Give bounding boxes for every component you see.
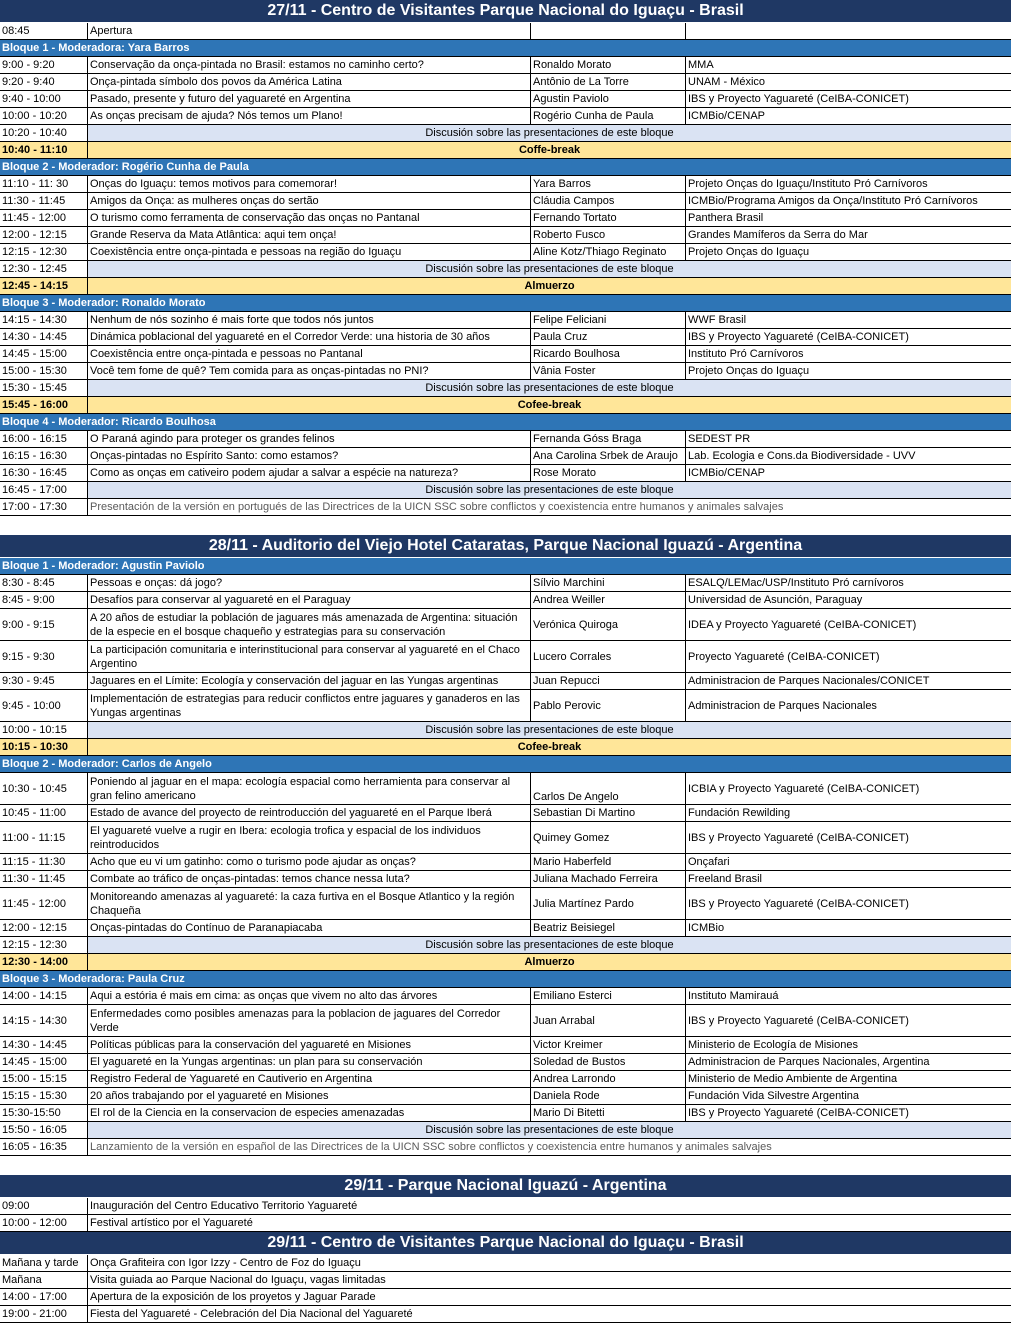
institution-cell: SEDEST PR — [688, 433, 751, 445]
talk-title-cell: Grande Reserva da Mata Atlântica: aqui tem onça! — [88, 227, 531, 243]
talk-title-cell: La participación comunitaria e interinstitucional para conservar al yaguareté en el Chaco Argentino — [88, 641, 531, 672]
table-row — [0, 854, 1011, 871]
institution-cell: IBS y Proyecto Yaguareté (CeIBA-CONICET) — [688, 93, 909, 105]
speaker-cell: Ronaldo Morato — [531, 57, 686, 73]
institution-cell: ESALQ/LEMac/USP/Instituto Pró carnívoros — [688, 577, 904, 589]
time-cell: 10:00 - 12:00 — [0, 1215, 88, 1231]
speaker-cell: Andrea Larrondo — [531, 1071, 686, 1087]
table-row — [0, 1054, 1011, 1071]
talk-title-cell: Pasado, presente y futuro del yaguareté en Argentina — [88, 91, 531, 107]
break-row-text: Coffe-break — [518, 144, 581, 156]
closing-row-text: Lanzamiento de la versión en español de las Directrices de la UICN SSC sobre conflictos y coexistencia entre humanos y animales salvajes — [90, 1141, 772, 1153]
talk-title-cell: O Paraná agindo para proteger os grandes felinos — [88, 431, 531, 447]
talk-title-cell: Amigos da Onça: as mulheres onças do sertão — [88, 193, 531, 209]
table-row — [0, 1255, 1011, 1272]
time-cell: 16:30 - 16:45 — [0, 465, 88, 481]
speaker-cell: Rose Morato — [531, 465, 686, 481]
time-cell: 14:15 - 14:30 — [0, 1005, 88, 1036]
talk-title-cell: Pessoas e onças: dá jogo? — [88, 575, 531, 591]
time-cell: 16:45 - 17:00 — [0, 482, 88, 498]
institution-cell: Proyecto Yaguareté (CeIBA-CONICET) — [688, 650, 880, 663]
table-row — [0, 1289, 1011, 1306]
table-row — [0, 431, 1011, 448]
speaker-cell: Paula Cruz — [531, 329, 686, 345]
block-header-label: Bloque 2 - Moderador: Carlos de Angelo — [2, 758, 212, 770]
block-header — [0, 414, 1011, 431]
talk-title-cell: Onças-pintadas no Espírito Santo: como estamos? — [88, 448, 531, 464]
day-title: 27/11 - Centro de Visitantes Parque Nacional do Iguaçu - Brasil — [0, 0, 1011, 23]
table-row — [0, 193, 1011, 210]
time-cell: 10:00 - 10:20 — [0, 108, 88, 124]
time-cell: 14:15 - 14:30 — [0, 312, 88, 328]
institution-cell: UNAM - México — [688, 76, 766, 88]
discussion-row — [0, 722, 1011, 739]
talk-title-cell: Acho que eu vi um gatinho: como o turismo pode ajudar as onças? — [88, 854, 531, 870]
time-cell: 16:05 - 16:35 — [0, 1139, 88, 1155]
closing-row-text: Presentación de la versión en portugués de las Directrices de la UICN SSC sobre conflictos y coexistencia entre humanos y animales salvajes — [90, 501, 784, 513]
block-header — [0, 756, 1011, 773]
time-cell: 15:00 - 15:15 — [0, 1071, 88, 1087]
time-cell: Mañana y tarde — [0, 1255, 88, 1271]
time-cell: 14:30 - 14:45 — [0, 329, 88, 345]
institution-cell: Onçafari — [688, 856, 730, 868]
talk-title-cell: Onças do Iguaçu: temos motivos para comemorar! — [88, 176, 531, 192]
talk-title-cell: Coexistência entre onça-pintada e pessoas no Pantanal — [88, 346, 531, 362]
time-cell: 15:45 - 16:00 — [0, 397, 88, 413]
table-row — [0, 448, 1011, 465]
institution-cell: ICMBio/Programa Amigos da Onça/Instituto Pró Carnívoros — [688, 195, 978, 207]
talk-title-cell: Dinámica poblacional del yaguareté en el Corredor Verde: una historia de 30 años — [88, 329, 531, 345]
talk-title-cell: Estado de avance del proyecto de reintroducción del yaguareté en el Parque Iberá — [88, 805, 531, 821]
speaker-cell: Victor Kreimer — [531, 1037, 686, 1053]
block-header-label: Bloque 2 - Moderador: Rogério Cunha de Paula — [2, 161, 249, 173]
institution-cell: Administracion de Parques Nacionales, Argentina — [688, 1056, 930, 1068]
day-title: 28/11 - Auditorio del Viejo Hotel Cataratas, Parque Nacional Iguazú - Argentina — [0, 535, 1011, 558]
talk-title-cell: As onças precisam de ajuda? Nós temos um Plano! — [88, 108, 531, 124]
time-cell: 12:00 - 12:15 — [0, 227, 88, 243]
institution-cell: Ministerio de Ecología de Misiones — [688, 1039, 858, 1051]
speaker-cell: Sílvio Marchini — [531, 575, 686, 591]
institution-cell: WWF Brasil — [688, 314, 747, 326]
table-row — [0, 1105, 1011, 1122]
table-row — [0, 1088, 1011, 1105]
table-row — [0, 363, 1011, 380]
block-header — [0, 40, 1011, 57]
speaker-cell: Quimey Gomez — [531, 822, 686, 853]
speaker-cell: Andrea Weiller — [531, 592, 686, 608]
time-cell: 10:00 - 10:15 — [0, 722, 88, 738]
break-row — [0, 954, 1011, 971]
institution-cell: Fundación Vida Silvestre Argentina — [688, 1090, 860, 1102]
talk-title-cell: El yaguareté en la Yungas argentinas: un plan para su conservación — [88, 1054, 531, 1070]
institution-cell: IBS y Proyecto Yaguareté (CeIBA-CONICET) — [688, 831, 909, 844]
time-cell: 12:30 - 14:00 — [0, 954, 88, 970]
discussion-row — [0, 482, 1011, 499]
block-header — [0, 558, 1011, 575]
time-cell: 11:15 - 11:30 — [0, 854, 88, 870]
talk-title-cell: Nenhum de nós sozinho é mais forte que todos nós juntos — [88, 312, 531, 328]
speaker-cell: Agustin Paviolo — [531, 91, 686, 107]
discussion-row-text: Discusión sobre las presentaciones de este bloque — [88, 937, 1011, 953]
speaker-cell: Lucero Corrales — [531, 641, 686, 672]
speaker-cell: Juliana Machado Ferreira — [531, 871, 686, 887]
break-row-text: Almuerzo — [524, 280, 575, 292]
talk-title-cell: Apertura — [88, 23, 531, 39]
discussion-row-text: Discusión sobre las presentaciones de este bloque — [88, 722, 1011, 738]
time-cell: 15:00 - 15:30 — [0, 363, 88, 379]
talk-title-cell: Onça-pintada símbolo dos povos da América Latina — [88, 74, 531, 90]
institution-cell: ICMBio — [688, 922, 725, 934]
speaker-cell: Ana Carolina Srbek de Araujo — [531, 448, 686, 464]
time-cell: 15:15 - 15:30 — [0, 1088, 88, 1104]
speaker-cell — [531, 23, 686, 39]
closing-row — [0, 499, 1011, 516]
time-cell: 10:20 - 10:40 — [0, 125, 88, 141]
table-row-text: Visita guiada ao Parque Nacional do Iguaçu, vagas limitadas — [90, 1274, 386, 1286]
table-row-text: Festival artístico por el Yaguareté — [90, 1217, 253, 1229]
table-row — [0, 988, 1011, 1005]
institution-cell: Administracion de Parques Nacionales — [688, 699, 877, 712]
speaker-cell: Carlos De Angelo — [531, 773, 686, 804]
talk-title-cell: Poniendo al jaguar en el mapa: ecología espacial como herramienta para conservar al gran felino americano — [88, 773, 531, 804]
speaker-cell: Roberto Fusco — [531, 227, 686, 243]
table-row — [0, 888, 1011, 920]
table-row-text: Apertura de la exposición de los proyetos y Jaguar Parade — [90, 1291, 376, 1303]
table-row — [0, 210, 1011, 227]
discussion-row — [0, 937, 1011, 954]
table-row — [0, 91, 1011, 108]
table-row — [0, 1005, 1011, 1037]
time-cell: 14:30 - 14:45 — [0, 1037, 88, 1053]
institution-cell: MMA — [688, 59, 714, 71]
time-cell: 9:30 - 9:45 — [0, 673, 88, 689]
institution-cell: ICBIA y Proyecto Yaguareté (CeIBA-CONICET) — [688, 782, 920, 795]
institution-cell: ICMBio/CENAP — [688, 467, 766, 479]
institution-cell: IBS y Proyecto Yaguareté (CeIBA-CONICET) — [688, 897, 909, 910]
speaker-cell: Julia Martínez Pardo — [531, 888, 686, 919]
time-cell: 14:00 - 14:15 — [0, 988, 88, 1004]
institution-cell: IBS y Proyecto Yaguareté (CeIBA-CONICET) — [688, 1014, 909, 1027]
spacer — [0, 516, 1011, 535]
day-title: 29/11 - Parque Nacional Iguazú - Argentina — [0, 1175, 1011, 1198]
table-row — [0, 609, 1011, 641]
talk-title-cell: Políticas públicas para la conservación del yaguareté en Misiones — [88, 1037, 531, 1053]
discussion-row — [0, 261, 1011, 278]
block-header-label: Bloque 3 - Moderadora: Paula Cruz — [2, 973, 185, 985]
talk-title-cell: Desafíos para conservar al yaguareté en el Paraguay — [88, 592, 531, 608]
institution-cell: Grandes Mamíferos da Serra do Mar — [688, 229, 868, 241]
block-header-label: Bloque 1 - Moderador: Agustin Paviolo — [2, 560, 205, 572]
time-cell: 11:30 - 11:45 — [0, 193, 88, 209]
speaker-cell: Aline Kotz/Thiago Reginato — [531, 244, 686, 260]
discussion-row-text: Discusión sobre las presentaciones de este bloque — [88, 482, 1011, 498]
time-cell: 19:00 - 21:00 — [0, 1306, 88, 1322]
institution-cell: Panthera Brasil — [688, 212, 764, 224]
break-row-text: Almuerzo — [524, 956, 575, 968]
talk-title-cell: Aqui a estória é mais em cima: as onças que vivem no alto das árvores — [88, 988, 531, 1004]
table-row — [0, 805, 1011, 822]
table-row — [0, 773, 1011, 805]
block-header-label: Bloque 3 - Moderador: Ronaldo Morato — [2, 297, 206, 309]
break-row — [0, 142, 1011, 159]
institution-cell: ICMBio/CENAP — [688, 110, 766, 122]
talk-title-cell: Como as onças em cativeiro podem ajudar a salvar a espécie na natureza? — [88, 465, 531, 481]
time-cell: 14:45 - 15:00 — [0, 346, 88, 362]
time-cell: 11:45 - 12:00 — [0, 210, 88, 226]
table-row — [0, 23, 1011, 40]
time-cell: Mañana — [0, 1272, 88, 1288]
table-row — [0, 465, 1011, 482]
time-cell: 9:40 - 10:00 — [0, 91, 88, 107]
speaker-cell: Cláudia Campos — [531, 193, 686, 209]
table-row — [0, 592, 1011, 609]
discussion-row-text: Discusión sobre las presentaciones de este bloque — [88, 1122, 1011, 1138]
table-row — [0, 108, 1011, 125]
speaker-cell: Sebastian Di Martino — [531, 805, 686, 821]
speaker-cell: Juan Repucci — [531, 673, 686, 689]
talk-title-cell: O turismo como ferramenta de conservação das onças no Pantanal — [88, 210, 531, 226]
block-header — [0, 159, 1011, 176]
institution-cell: IBS y Proyecto Yaguareté (CeIBA-CONICET) — [688, 331, 909, 343]
time-cell: 10:15 - 10:30 — [0, 739, 88, 755]
break-row — [0, 739, 1011, 756]
table-row — [0, 227, 1011, 244]
speaker-cell: Soledad de Bustos — [531, 1054, 686, 1070]
institution-cell: Instituto Mamirauá — [688, 990, 779, 1002]
speaker-cell: Rogério Cunha de Paula — [531, 108, 686, 124]
speaker-cell: Verónica Quiroga — [531, 609, 686, 640]
institution-cell: Universidad de Asunción, Paraguay — [688, 594, 863, 606]
discussion-row-text: Discusión sobre las presentaciones de este bloque — [88, 261, 1011, 277]
discussion-row — [0, 380, 1011, 397]
day-title: 29/11 - Centro de Visitantes Parque Nacional do Iguaçu - Brasil — [0, 1232, 1011, 1255]
discussion-row-text: Discusión sobre las presentaciones de este bloque — [88, 125, 1011, 141]
break-row — [0, 397, 1011, 414]
speaker-cell: Yara Barros — [531, 176, 686, 192]
spacer — [0, 1156, 1011, 1175]
talk-title-cell: Onças-pintadas do Contínuo de Paranapiacaba — [88, 920, 531, 936]
speaker-cell: Fernando Tortato — [531, 210, 686, 226]
institution-cell: IBS y Proyecto Yaguareté (CeIBA-CONICET) — [688, 1107, 909, 1119]
institution-cell: Projeto Onças do Iguaçu/Instituto Pró Carnívoros — [688, 178, 928, 190]
time-cell: 10:45 - 11:00 — [0, 805, 88, 821]
time-cell: 17:00 - 17:30 — [0, 499, 88, 515]
time-cell: 12:15 - 12:30 — [0, 244, 88, 260]
time-cell: 12:30 - 12:45 — [0, 261, 88, 277]
time-cell: 11:45 - 12:00 — [0, 888, 88, 919]
talk-title-cell: El yaguareté vuelve a rugir en Ibera: ecologia trofica y espacial de los individuos reintroducidos — [88, 822, 531, 853]
time-cell: 10:30 - 10:45 — [0, 773, 88, 804]
speaker-cell: Vânia Foster — [531, 363, 686, 379]
time-cell: 8:45 - 9:00 — [0, 592, 88, 608]
table-row — [0, 329, 1011, 346]
block-header — [0, 295, 1011, 312]
institution-cell: Ministerio de Medio Ambiente de Argentina — [688, 1073, 898, 1085]
speaker-cell: Ricardo Boulhosa — [531, 346, 686, 362]
institution-cell: Projeto Onças do Iguaçu — [688, 246, 810, 258]
talk-title-cell: Coexistência entre onça-pintada e pessoas na região do Iguaçu — [88, 244, 531, 260]
institution-cell: Projeto Onças do Iguaçu — [688, 365, 810, 377]
block-header-label: Bloque 1 - Moderadora: Yara Barros — [2, 42, 190, 54]
table-row — [0, 1306, 1011, 1323]
talk-title-cell: Monitoreando amenazas al yaguareté: la caza furtiva en el Bosque Atlantico y la región Chaqueña — [88, 888, 531, 919]
time-cell: 16:00 - 16:15 — [0, 431, 88, 447]
speaker-cell: Pablo Perovic — [531, 690, 686, 721]
time-cell: 9:00 - 9:20 — [0, 57, 88, 73]
table-row — [0, 244, 1011, 261]
table-row — [0, 575, 1011, 592]
talk-title-cell: Conservação da onça-pintada no Brasil: estamos no caminho certo? — [88, 57, 531, 73]
table-row-text: Onça Grafiteira con Igor Izzy - Centro de Foz do Iguaçu — [90, 1257, 361, 1269]
break-row-text: Cofee-break — [517, 399, 582, 411]
time-cell: 12:00 - 12:15 — [0, 920, 88, 936]
table-row — [0, 690, 1011, 722]
time-cell: 14:00 - 17:00 — [0, 1289, 88, 1305]
institution-cell: IDEA y Proyecto Yaguareté (CeIBA-CONICET) — [688, 618, 917, 631]
talk-title-cell: Implementación de estrategias para reducir conflictos entre jaguares y ganaderos en las Yungas argentinas — [88, 690, 531, 721]
table-row — [0, 57, 1011, 74]
speaker-cell: Mario Haberfeld — [531, 854, 686, 870]
time-cell: 15:30-15:50 — [0, 1105, 88, 1121]
time-cell: 15:50 - 16:05 — [0, 1122, 88, 1138]
table-row — [0, 822, 1011, 854]
time-cell: 08:45 — [0, 23, 88, 39]
time-cell: 8:30 - 8:45 — [0, 575, 88, 591]
speaker-cell: Daniela Rode — [531, 1088, 686, 1104]
break-row-text: Cofee-break — [517, 741, 582, 753]
time-cell: 14:45 - 15:00 — [0, 1054, 88, 1070]
table-row — [0, 346, 1011, 363]
time-cell: 15:30 - 15:45 — [0, 380, 88, 396]
table-row — [0, 1272, 1011, 1289]
institution-cell — [686, 23, 1011, 39]
table-row — [0, 312, 1011, 329]
time-cell: 12:15 - 12:30 — [0, 937, 88, 953]
discussion-row — [0, 125, 1011, 142]
table-row — [0, 871, 1011, 888]
speaker-cell: Fernanda Góss Braga — [531, 431, 686, 447]
talk-title-cell: Jaguares en el Límite: Ecología y conservación del jaguar en las Yungas argentinas — [88, 673, 531, 689]
talk-title-cell: Combate ao tráfico de onças-pintadas: temos chance nessa luta? — [88, 871, 531, 887]
institution-cell: Administracion de Parques Nacionales/CONICET — [688, 675, 930, 687]
table-row-text: Fiesta del Yaguareté - Celebración del Dia Nacional del Yaguareté — [90, 1308, 413, 1320]
discussion-row-text: Discusión sobre las presentaciones de este bloque — [88, 380, 1011, 396]
institution-cell: Freeland Brasil — [688, 873, 762, 885]
time-cell: 9:00 - 9:15 — [0, 609, 88, 640]
speaker-cell: Juan Arrabal — [531, 1005, 686, 1036]
table-row — [0, 1071, 1011, 1088]
table-row — [0, 1215, 1011, 1232]
table-row — [0, 920, 1011, 937]
speaker-cell: Beatriz Beisiegel — [531, 920, 686, 936]
institution-cell: Instituto Pró Carnívoros — [688, 348, 804, 360]
table-row — [0, 641, 1011, 673]
time-cell: 9:20 - 9:40 — [0, 74, 88, 90]
time-cell: 10:40 - 11:10 — [0, 142, 88, 158]
block-header — [0, 971, 1011, 988]
discussion-row — [0, 1122, 1011, 1139]
closing-row — [0, 1139, 1011, 1156]
table-row — [0, 1037, 1011, 1054]
time-cell: 09:00 — [0, 1198, 88, 1214]
table-row — [0, 74, 1011, 91]
time-cell: 12:45 - 14:15 — [0, 278, 88, 294]
talk-title-cell: Registro Federal de Yaguareté en Cautiverio en Argentina — [88, 1071, 531, 1087]
speaker-cell: Mario Di Bitetti — [531, 1105, 686, 1121]
talk-title-cell: Enfermedades como posibles amenazas para la poblacion de jaguares del Corredor Verde — [88, 1005, 531, 1036]
talk-title-cell: Você tem fome de quê? Tem comida para as onças-pintadas no PNI? — [88, 363, 531, 379]
talk-title-cell: El rol de la Ciencia en la conservacion de especies amenazadas — [88, 1105, 531, 1121]
table-row — [0, 1198, 1011, 1215]
talk-title-cell: A 20 años de estudiar la población de jaguares más amenazada de Argentina: situación de la especie en el bosque chaqueño y estrategias para su conservación — [88, 609, 531, 640]
institution-cell: Lab. Ecologia e Cons.da Biodiversidade - UVV — [688, 450, 916, 462]
block-header-label: Bloque 4 - Moderador: Ricardo Boulhosa — [2, 416, 216, 428]
time-cell: 11:30 - 11:45 — [0, 871, 88, 887]
time-cell: 16:15 - 16:30 — [0, 448, 88, 464]
time-cell: 9:45 - 10:00 — [0, 690, 88, 721]
table-row-text: Inauguración del Centro Educativo Territorio Yaguareté — [90, 1200, 358, 1212]
talk-title-cell: 20 años trabajando por el yaguareté en Misiones — [88, 1088, 531, 1104]
time-cell: 11:10 - 11: 30 — [0, 176, 88, 192]
time-cell: 9:15 - 9:30 — [0, 641, 88, 672]
speaker-cell: Antônio de La Torre — [531, 74, 686, 90]
table-row — [0, 176, 1011, 193]
table-row — [0, 673, 1011, 690]
institution-cell: Fundación Rewilding — [688, 807, 791, 819]
speaker-cell: Emiliano Esterci — [531, 988, 686, 1004]
break-row — [0, 278, 1011, 295]
speaker-cell: Felipe Feliciani — [531, 312, 686, 328]
time-cell: 11:00 - 11:15 — [0, 822, 88, 853]
